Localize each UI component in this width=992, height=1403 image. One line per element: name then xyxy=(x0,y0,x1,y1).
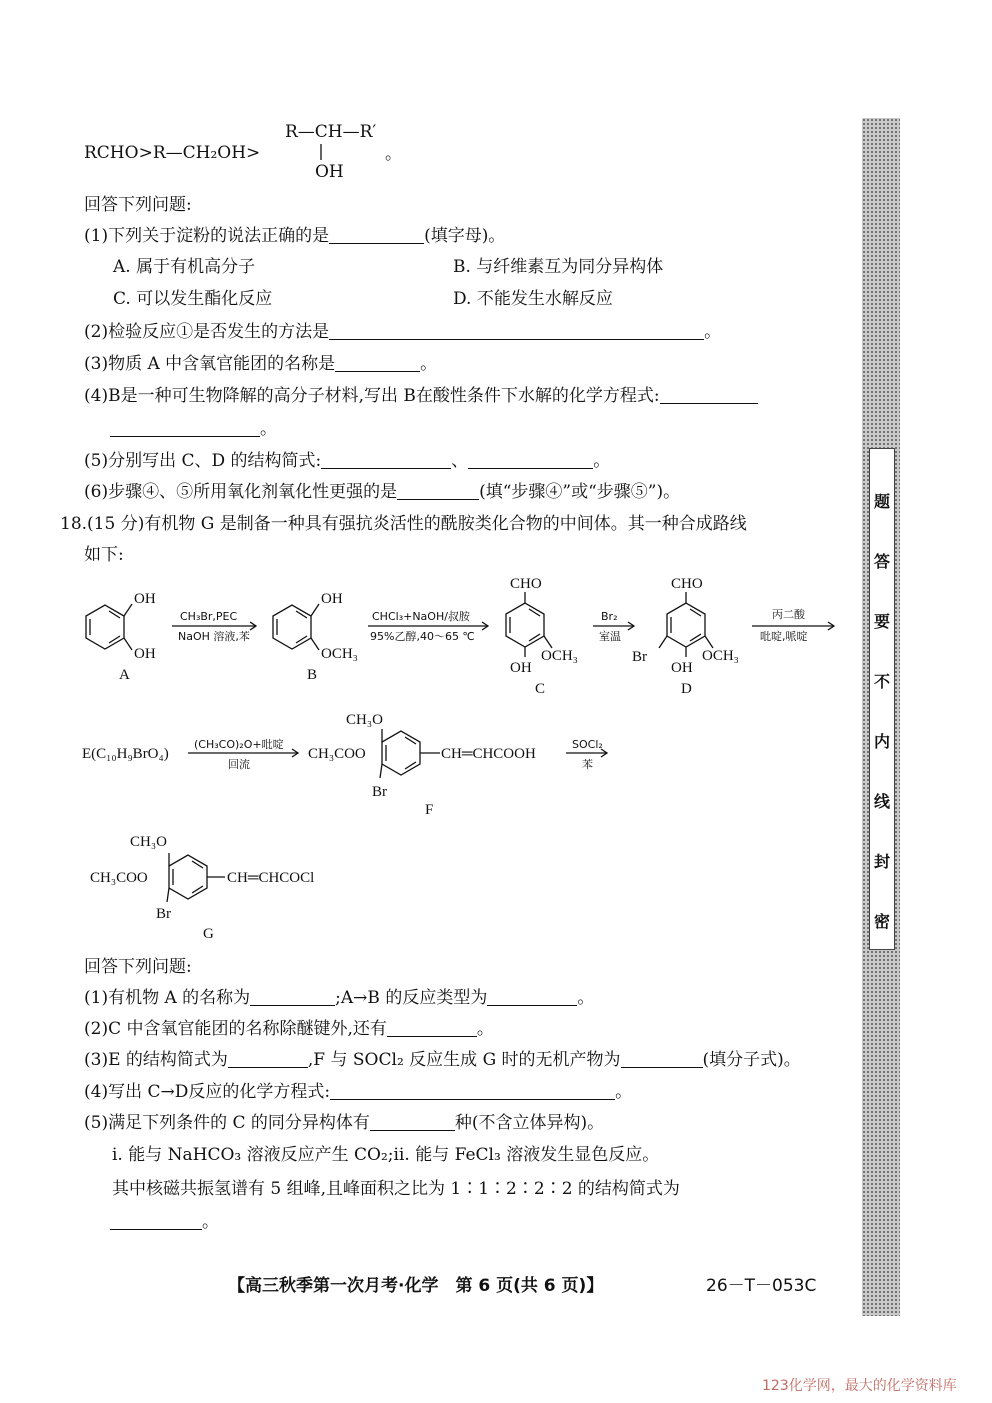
arrow-4-top: 丙二酸 xyxy=(772,608,805,621)
side-char: 答 xyxy=(873,552,890,571)
footer-code: 26－T－053C xyxy=(706,1276,817,1296)
arrow-5-top: (CH₃CO)₂O+吡啶 xyxy=(194,738,284,751)
q18-nmr-line: 其中核磁共振氢谱有 5 组峰,且峰面积之比为 1∶1∶2∶2∶2 的结构简式为 xyxy=(112,1179,680,1199)
q18-part1 xyxy=(84,987,594,1009)
q17-part6-text: (6)步骤④、⑤所用氧化剂氧化性更强的是 xyxy=(84,482,398,502)
a-oh-bottom: OH xyxy=(134,646,156,662)
q18-nmr-blank[interactable] xyxy=(110,1213,202,1230)
q18-part1-tail: 。 xyxy=(577,988,595,1008)
q18-conditions: ⅰ. 能与 NaHCO₃ 溶液反应产生 CO₂;ⅱ. 能与 FeCl₃ 溶液发生显色反应。 xyxy=(112,1145,660,1165)
q18-nmr-answer xyxy=(110,1211,219,1233)
q18-part1-text: (1)有机物 A 的名称为 xyxy=(84,988,251,1008)
side-char: 线 xyxy=(873,792,890,811)
side-char: 密 xyxy=(873,912,890,931)
q18-part4-blank[interactable] xyxy=(330,1083,615,1100)
q18-part2-text: (2)C 中含氧官能团的名称除醚键外,还有 xyxy=(84,1019,387,1039)
label-b: B xyxy=(307,667,318,683)
arrow-6-bottom: 苯 xyxy=(582,758,593,771)
q17-answer-prompt: 回答下列问题: xyxy=(84,195,192,215)
arrow-1-bottom: NaOH 溶液,苯 xyxy=(178,630,250,643)
q18-part1-mid: ;A→B 的反应类型为 xyxy=(335,988,488,1008)
a-oh-top: OH xyxy=(134,591,156,607)
ring-a xyxy=(86,604,132,650)
watermark: 123化学网，最大的化学资料库 xyxy=(762,1378,957,1394)
q17-part5-text: (5)分别写出 C、D 的结构简式: xyxy=(84,451,322,471)
side-char: 不 xyxy=(873,672,890,691)
g-acetoxy: CH₃COO xyxy=(90,870,148,886)
f-acrylic: CH═CHCOOH xyxy=(441,746,536,762)
arrow-3-bottom: 室温 xyxy=(599,630,621,643)
q18-answer-prompt: 回答下列问题: xyxy=(84,957,192,977)
q18-part3-tail: (填分子式)。 xyxy=(702,1050,801,1070)
q18-part1-blank-type[interactable] xyxy=(487,989,577,1006)
q18-intro-line1: 18.(15 分)有机物 G 是制备一种具有强抗炎活性的酰胺类化合物的中间体。其一种合成路线 xyxy=(60,514,747,534)
q18-part5-tail: 种(不含立体异构)。 xyxy=(454,1113,605,1133)
arrow-1-top: CH₃Br,PEC xyxy=(180,610,238,623)
q18-part2-tail: 。 xyxy=(476,1019,494,1039)
side-char: 题 xyxy=(873,492,890,511)
q18-intro-line2: 如下: xyxy=(84,545,124,565)
intro-rch-top: R—CH—R′ xyxy=(285,122,377,142)
footer-title: 【高三秋季第一次月考·化学 第 6 页(共 6 页)】 xyxy=(228,1276,604,1296)
b-och3: OCH₃ xyxy=(321,646,358,662)
q18-part2-blank[interactable] xyxy=(387,1020,477,1037)
q18-part3-blank-product[interactable] xyxy=(621,1051,703,1068)
q18-part3-mid: ,F 与 SOCl₂ 反应生成 G 时的无机产物为 xyxy=(307,1050,621,1070)
label-f: F xyxy=(425,802,434,818)
label-a: A xyxy=(119,667,130,683)
side-char: 要 xyxy=(873,612,890,631)
q18-part4 xyxy=(84,1081,632,1103)
side-char: 内 xyxy=(873,732,890,751)
b-oh: OH xyxy=(321,591,343,607)
q18-part3-blank-e[interactable] xyxy=(228,1051,308,1068)
q18-part3 xyxy=(84,1049,801,1071)
arrow-6-top: SOCl₂ xyxy=(572,738,603,751)
f-br: Br xyxy=(372,784,387,800)
ring-g xyxy=(167,853,225,902)
f-och3: CH₃O xyxy=(346,712,383,728)
q17-part2-tail: 。 xyxy=(704,322,722,342)
d-och3: OCH₃ xyxy=(702,648,739,664)
intro-period: 。 xyxy=(385,144,402,164)
arrow-2-top: CHCl₃+NaOH/叔胺 xyxy=(372,610,470,623)
q17-part5-sep: 、 xyxy=(451,451,469,471)
q17-part1-text: (1)下列关于淀粉的说法正确的是 xyxy=(84,226,330,246)
side-char: 封 xyxy=(873,852,890,871)
q18-part5-text: (5)满足下列条件的 C 的同分异构体有 xyxy=(84,1113,370,1133)
ring-f xyxy=(380,729,440,778)
q17-option-b: B. 与纤维素互为同分异构体 xyxy=(453,257,664,277)
q17-part3-tail: 。 xyxy=(420,354,438,374)
q18-part3-text: (3)E 的结构简式为 xyxy=(84,1050,228,1070)
c-oh: OH xyxy=(510,660,532,676)
d-cho: CHO xyxy=(671,576,703,592)
q17-option-c: C. 可以发生酯化反应 xyxy=(113,289,273,309)
q18-part4-text: (4)写出 C→D反应的化学方程式: xyxy=(84,1082,331,1102)
q17-part5-tail: 。 xyxy=(593,451,611,471)
arrow-3-top: Br₂ xyxy=(601,610,618,623)
q18-part2 xyxy=(84,1018,494,1040)
g-acyl-chloride: CH═CHCOCl xyxy=(227,870,315,886)
q17-part6-tail: (填“步骤④”或“步骤⑤”)。 xyxy=(479,482,681,502)
ring-b xyxy=(273,604,319,650)
g-br: Br xyxy=(156,906,171,922)
q18-nmr-tail: 。 xyxy=(202,1212,219,1232)
g-och3: CH₃O xyxy=(130,834,167,850)
seal-line-notice xyxy=(869,448,895,950)
label-c: C xyxy=(535,681,546,697)
c-och3: OCH₃ xyxy=(541,648,578,664)
d-oh: OH xyxy=(671,660,693,676)
label-d: D xyxy=(681,681,692,697)
arrow-5-bottom: 回流 xyxy=(228,758,250,771)
arrow-2-bottom: 95%乙醇,40～65 ℃ xyxy=(370,630,475,643)
q18-part5-blank[interactable] xyxy=(370,1114,455,1131)
q17-part1-tail: (填字母)。 xyxy=(424,226,506,246)
e-formula: E(C₁₀H₉BrO₄) xyxy=(82,746,169,762)
label-g: G xyxy=(203,926,214,942)
intro-rch-oh: OH xyxy=(315,162,344,182)
f-acetoxy: CH₃COO xyxy=(308,746,366,762)
q17-part4-text: (4)B是一种可生物降解的高分子材料,写出 B在酸性条件下水解的化学方程式: xyxy=(84,386,660,406)
q18-part5 xyxy=(84,1112,604,1134)
c-cho: CHO xyxy=(510,576,542,592)
q17-option-d: D. 不能发生水解反应 xyxy=(453,289,613,309)
intro-order-text: RCHO>R—CH₂OH> xyxy=(84,143,261,163)
d-br: Br xyxy=(632,649,647,665)
q18-part1-blank-name[interactable] xyxy=(250,989,335,1006)
q18-part4-tail: 。 xyxy=(615,1082,633,1102)
q17-part2-text: (2)检验反应①是否发生的方法是 xyxy=(84,322,330,342)
arrow-4-bottom: 吡啶,哌啶 xyxy=(760,630,808,643)
q17-part4-tail: 。 xyxy=(260,419,277,439)
q17-part3-text: (3)物质 A 中含氧官能团的名称是 xyxy=(84,354,336,374)
q17-option-a: A. 属于有机高分子 xyxy=(113,257,256,277)
